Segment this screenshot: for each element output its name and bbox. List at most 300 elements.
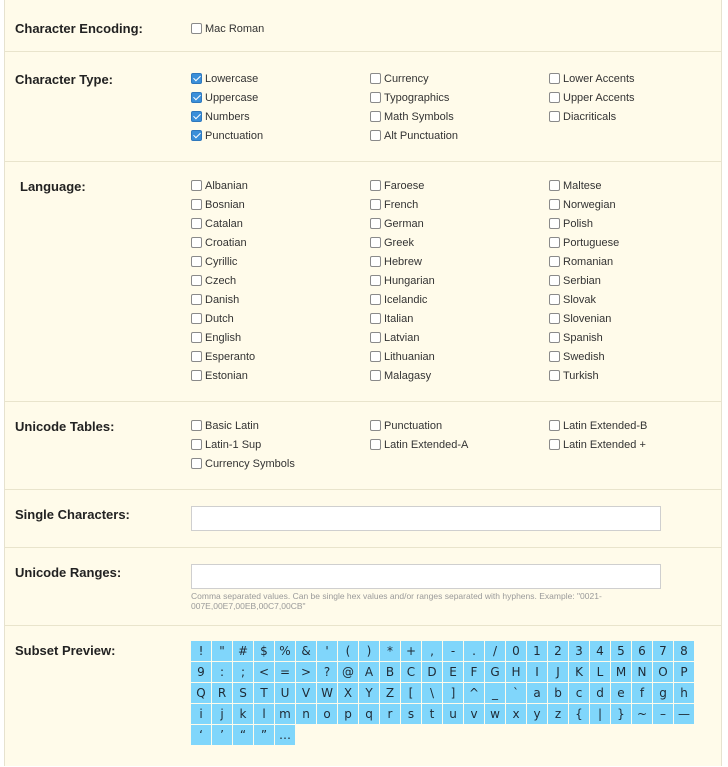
preview-glyph-cell: c bbox=[569, 683, 589, 703]
checkbox[interactable] bbox=[191, 439, 202, 450]
unicode-ranges-input[interactable] bbox=[191, 564, 661, 589]
language-row bbox=[191, 290, 728, 309]
unicode-tables-options bbox=[191, 416, 728, 473]
preview-glyph-cell: Y bbox=[359, 683, 379, 703]
checkbox-label: Maltese bbox=[563, 179, 602, 192]
preview-glyph-cell: C bbox=[401, 662, 421, 682]
preview-glyph-cell: D bbox=[422, 662, 442, 682]
checkbox-label: Czech bbox=[205, 274, 237, 287]
preview-glyph-cell: + bbox=[401, 641, 421, 661]
language-option-portuguese[interactable] bbox=[549, 233, 728, 252]
preview-glyph-cell: & bbox=[296, 641, 316, 661]
preview-glyph-cell: v bbox=[464, 704, 484, 724]
preview-glyph-cell: 2 bbox=[548, 641, 568, 661]
preview-glyph-cell: = bbox=[275, 662, 295, 682]
checkbox[interactable] bbox=[549, 73, 560, 84]
preview-glyph-cell: } bbox=[611, 704, 631, 724]
language-option-slovenian[interactable] bbox=[549, 309, 728, 328]
language-option-faroese[interactable] bbox=[370, 176, 549, 195]
checkbox-label: Turkish bbox=[563, 369, 599, 382]
character-type-options bbox=[191, 69, 728, 145]
checkbox-label: Currency bbox=[384, 72, 429, 85]
single-characters-input[interactable] bbox=[191, 506, 661, 531]
checkbox-label: Lithuanian bbox=[384, 350, 435, 363]
preview-glyph-cell: e bbox=[611, 683, 631, 703]
checkbox-label: Romanian bbox=[563, 255, 614, 268]
preview-glyph-cell: 7 bbox=[653, 641, 673, 661]
checkbox[interactable] bbox=[549, 420, 560, 431]
preview-glyph-cell: M bbox=[611, 662, 631, 682]
preview-glyph-cell: Z bbox=[380, 683, 400, 703]
checkbox[interactable] bbox=[370, 73, 381, 84]
preview-glyph-cell: w bbox=[485, 704, 505, 724]
checkbox-label: Lower Accents bbox=[563, 72, 635, 85]
preview-glyph-cell: b bbox=[548, 683, 568, 703]
language-section bbox=[5, 161, 721, 402]
subset-settings-panel bbox=[4, 0, 722, 766]
checkbox[interactable] bbox=[191, 23, 202, 34]
checkbox-label: Polish bbox=[563, 217, 593, 230]
language-option-croatian[interactable] bbox=[191, 233, 370, 252]
language-row bbox=[191, 366, 728, 385]
preview-glyph-cell: Q bbox=[191, 683, 211, 703]
preview-glyph-cell: S bbox=[233, 683, 253, 703]
checkbox[interactable] bbox=[191, 111, 202, 122]
preview-glyph-cell: / bbox=[485, 641, 505, 661]
checkbox[interactable] bbox=[370, 218, 381, 229]
preview-glyph-cell: “ bbox=[233, 725, 253, 745]
language-option-maltese[interactable] bbox=[549, 176, 728, 195]
preview-glyph-cell: s bbox=[401, 704, 421, 724]
language-option-latvian[interactable] bbox=[370, 328, 549, 347]
checkbox-label: Uppercase bbox=[205, 91, 259, 104]
preview-glyph-cell: 8 bbox=[674, 641, 694, 661]
checkbox-label: Estonian bbox=[205, 369, 248, 382]
preview-glyph-cell: o bbox=[317, 704, 337, 724]
checkbox-label: Hungarian bbox=[384, 274, 435, 287]
checkbox[interactable] bbox=[191, 237, 202, 248]
checkbox-label: Latvian bbox=[384, 331, 420, 344]
character-type-option-punctuation[interactable] bbox=[191, 126, 370, 145]
checkbox-label: Basic Latin bbox=[205, 419, 259, 432]
checkbox-label: Latin-1 Sup bbox=[205, 438, 262, 451]
language-option-turkish[interactable] bbox=[549, 366, 728, 385]
unicode-table-option-basic-latin[interactable] bbox=[191, 416, 370, 435]
preview-glyph-cell: h bbox=[674, 683, 694, 703]
checkbox[interactable] bbox=[549, 294, 560, 305]
checkbox-label: Albanian bbox=[205, 179, 248, 192]
checkbox[interactable] bbox=[549, 180, 560, 191]
preview-glyph-cell: 5 bbox=[611, 641, 631, 661]
checkbox-label: Math Symbols bbox=[384, 110, 454, 123]
checkbox[interactable] bbox=[549, 92, 560, 103]
language-option-romanian[interactable] bbox=[549, 252, 728, 271]
single-characters-label: Single Characters: bbox=[15, 507, 130, 522]
checkbox-label: Danish bbox=[205, 293, 240, 306]
language-option-english[interactable] bbox=[191, 328, 370, 347]
checkbox[interactable] bbox=[549, 439, 560, 450]
language-option-norwegian[interactable] bbox=[549, 195, 728, 214]
character-type-option-currency[interactable] bbox=[370, 69, 549, 88]
checkbox[interactable] bbox=[549, 256, 560, 267]
preview-glyph-cell: . bbox=[464, 641, 484, 661]
preview-row bbox=[191, 725, 695, 746]
checkbox[interactable] bbox=[191, 370, 202, 381]
subset-preview-label: Subset Preview: bbox=[15, 643, 116, 658]
checkbox-label: French bbox=[384, 198, 419, 211]
preview-glyph-cell: y bbox=[527, 704, 547, 724]
checkbox-label: Alt Punctuation bbox=[384, 129, 458, 142]
preview-glyph-cell: * bbox=[380, 641, 400, 661]
preview-glyph-cell: E bbox=[443, 662, 463, 682]
preview-glyph-cell: ( bbox=[338, 641, 358, 661]
language-option-german[interactable] bbox=[370, 214, 549, 233]
character-type-row bbox=[191, 107, 728, 126]
preview-glyph-cell: X bbox=[338, 683, 358, 703]
preview-glyph-cell: , bbox=[422, 641, 442, 661]
language-option-cyrillic[interactable] bbox=[191, 252, 370, 271]
checkbox[interactable] bbox=[549, 370, 560, 381]
unicode-ranges-section bbox=[5, 547, 721, 626]
character-type-option-lowercase[interactable] bbox=[191, 69, 370, 88]
checkbox[interactable] bbox=[370, 420, 381, 431]
preview-glyph-cell: @ bbox=[338, 662, 358, 682]
preview-glyph-cell: T bbox=[254, 683, 274, 703]
checkbox-label: Latin Extended + bbox=[563, 438, 646, 451]
checkbox[interactable] bbox=[191, 199, 202, 210]
preview-glyph-cell: J bbox=[548, 662, 568, 682]
preview-glyph-cell: F bbox=[464, 662, 484, 682]
checkbox[interactable] bbox=[191, 420, 202, 431]
checkbox[interactable] bbox=[191, 256, 202, 267]
unicode-table-option-punctuation[interactable] bbox=[370, 416, 549, 435]
checkbox[interactable] bbox=[191, 218, 202, 229]
preview-row bbox=[191, 662, 695, 683]
preview-glyph-cell: i bbox=[191, 704, 211, 724]
checkbox-label: Numbers bbox=[205, 110, 250, 123]
preview-glyph-cell: d bbox=[590, 683, 610, 703]
unicode-table-row bbox=[191, 435, 728, 454]
preview-glyph-cell: p bbox=[338, 704, 358, 724]
language-option-esperanto[interactable] bbox=[191, 347, 370, 366]
checkbox[interactable] bbox=[370, 275, 381, 286]
language-option-swedish[interactable] bbox=[549, 347, 728, 366]
checkbox-label: Malagasy bbox=[384, 369, 432, 382]
preview-glyph-cell: u bbox=[443, 704, 463, 724]
unicode-ranges-help-text: Comma separated values. Can be single hex values and/or ranges separated with hyphens. Example: "0021-007E,00E7,00EB,00C7,00CB" bbox=[191, 591, 602, 611]
checkbox-label: Typographics bbox=[384, 91, 450, 104]
preview-glyph-cell: 1 bbox=[527, 641, 547, 661]
character-type-option-alt-punctuation[interactable] bbox=[370, 126, 549, 145]
language-option-malagasy[interactable] bbox=[370, 366, 549, 385]
preview-glyph-cell: W bbox=[317, 683, 337, 703]
checkbox-label: Slovak bbox=[563, 293, 597, 306]
preview-glyph-cell: O bbox=[653, 662, 673, 682]
checkbox-label: Cyrillic bbox=[205, 255, 238, 268]
checkbox-label: Icelandic bbox=[384, 293, 428, 306]
checkbox[interactable] bbox=[549, 199, 560, 210]
checkbox[interactable] bbox=[191, 73, 202, 84]
character-type-option-diacriticals[interactable] bbox=[549, 107, 728, 126]
checkbox[interactable] bbox=[191, 275, 202, 286]
preview-glyph-cell: G bbox=[485, 662, 505, 682]
language-row bbox=[191, 309, 728, 328]
checkbox[interactable] bbox=[370, 351, 381, 362]
preview-glyph-cell: 6 bbox=[632, 641, 652, 661]
checkbox[interactable] bbox=[191, 294, 202, 305]
checkbox-label: English bbox=[205, 331, 242, 344]
checkbox-label: Dutch bbox=[205, 312, 234, 325]
unicode-table-option-latin-extended-a[interactable] bbox=[370, 435, 549, 454]
preview-glyph-cell: j bbox=[212, 704, 232, 724]
language-option-albanian[interactable] bbox=[191, 176, 370, 195]
checkbox[interactable] bbox=[191, 92, 202, 103]
single-characters-section bbox=[5, 489, 721, 548]
language-option-catalan[interactable] bbox=[191, 214, 370, 233]
encoding-row bbox=[191, 19, 370, 38]
character-type-option-typographics[interactable] bbox=[370, 88, 549, 107]
preview-row bbox=[191, 641, 695, 662]
character-type-option-lower-accents[interactable] bbox=[549, 69, 728, 88]
preview-glyph-cell: – bbox=[653, 704, 673, 724]
language-option-estonian[interactable] bbox=[191, 366, 370, 385]
preview-glyph-cell: # bbox=[233, 641, 253, 661]
checkbox-label: German bbox=[384, 217, 424, 230]
preview-glyph-cell: _ bbox=[485, 683, 505, 703]
preview-row bbox=[191, 704, 695, 725]
preview-glyph-cell: L bbox=[590, 662, 610, 682]
checkbox[interactable] bbox=[191, 351, 202, 362]
preview-glyph-cell: ` bbox=[506, 683, 526, 703]
preview-glyph-cell: a bbox=[527, 683, 547, 703]
preview-glyph-cell: U bbox=[275, 683, 295, 703]
checkbox[interactable] bbox=[370, 370, 381, 381]
language-option-polish[interactable] bbox=[549, 214, 728, 233]
language-option-bosnian[interactable] bbox=[191, 195, 370, 214]
preview-glyph-cell: $ bbox=[254, 641, 274, 661]
checkbox-label: Portuguese bbox=[563, 236, 620, 249]
checkbox[interactable] bbox=[370, 332, 381, 343]
preview-glyph-cell: V bbox=[296, 683, 316, 703]
checkbox[interactable] bbox=[370, 111, 381, 122]
language-row bbox=[191, 233, 728, 252]
checkbox[interactable] bbox=[370, 439, 381, 450]
checkbox[interactable] bbox=[191, 130, 202, 141]
preview-glyph-cell: z bbox=[548, 704, 568, 724]
preview-glyph-cell: r bbox=[380, 704, 400, 724]
checkbox[interactable] bbox=[370, 180, 381, 191]
preview-glyph-cell: 3 bbox=[569, 641, 589, 661]
language-row bbox=[191, 347, 728, 366]
unicode-ranges-label: Unicode Ranges: bbox=[15, 565, 122, 580]
checkbox-label: Faroese bbox=[384, 179, 425, 192]
character-type-option-math-symbols[interactable] bbox=[370, 107, 549, 126]
language-row bbox=[191, 195, 728, 214]
checkbox-label: Hebrew bbox=[384, 255, 422, 268]
encoding-option-mac-roman[interactable] bbox=[191, 19, 370, 38]
character-type-label: Character Type: bbox=[15, 72, 114, 87]
language-option-hebrew[interactable] bbox=[370, 252, 549, 271]
preview-glyph-cell: ? bbox=[317, 662, 337, 682]
preview-glyph-cell: % bbox=[275, 641, 295, 661]
checkbox[interactable] bbox=[191, 313, 202, 324]
preview-glyph-cell: ‘ bbox=[191, 725, 211, 745]
preview-glyph-cell: f bbox=[632, 683, 652, 703]
language-option-italian[interactable] bbox=[370, 309, 549, 328]
checkbox[interactable] bbox=[370, 313, 381, 324]
checkbox-label: Punctuation bbox=[205, 129, 264, 142]
preview-glyph-cell: A bbox=[359, 662, 379, 682]
preview-glyph-cell: m bbox=[275, 704, 295, 724]
checkbox-label: Norwegian bbox=[563, 198, 616, 211]
checkbox[interactable] bbox=[370, 130, 381, 141]
preview-glyph-cell: R bbox=[212, 683, 232, 703]
preview-glyph-cell: 0 bbox=[506, 641, 526, 661]
preview-glyph-cell: H bbox=[506, 662, 526, 682]
language-option-slovak[interactable] bbox=[549, 290, 728, 309]
checkbox[interactable] bbox=[549, 237, 560, 248]
preview-glyph-cell: ^ bbox=[464, 683, 484, 703]
preview-glyph-cell: K bbox=[569, 662, 589, 682]
checkbox-label: Esperanto bbox=[205, 350, 256, 363]
language-option-lithuanian[interactable] bbox=[370, 347, 549, 366]
language-option-icelandic[interactable] bbox=[370, 290, 549, 309]
checkbox[interactable] bbox=[549, 111, 560, 122]
preview-glyph-cell: ' bbox=[317, 641, 337, 661]
preview-glyph-cell: ~ bbox=[632, 704, 652, 724]
subset-preview-grid bbox=[191, 641, 695, 746]
preview-glyph-cell: l bbox=[254, 704, 274, 724]
language-option-dutch[interactable] bbox=[191, 309, 370, 328]
preview-glyph-cell: ’ bbox=[212, 725, 232, 745]
unicode-table-option-latin-extended-b[interactable] bbox=[549, 416, 728, 435]
checkbox-label: Slovenian bbox=[563, 312, 612, 325]
unicode-table-option-latin-extended[interactable] bbox=[549, 435, 728, 454]
preview-glyph-cell: < bbox=[254, 662, 274, 682]
preview-glyph-cell: x bbox=[506, 704, 526, 724]
preview-glyph-cell: ; bbox=[233, 662, 253, 682]
checkbox[interactable] bbox=[370, 294, 381, 305]
checkbox-label: Latin Extended-A bbox=[384, 438, 469, 451]
preview-row bbox=[191, 683, 695, 704]
language-option-greek[interactable] bbox=[370, 233, 549, 252]
preview-glyph-cell: - bbox=[443, 641, 463, 661]
character-type-section bbox=[5, 51, 721, 162]
language-options bbox=[191, 176, 728, 385]
checkbox[interactable] bbox=[191, 180, 202, 191]
preview-glyph-cell: ) bbox=[359, 641, 379, 661]
checkbox-label: Italian bbox=[384, 312, 414, 325]
preview-glyph-cell: ! bbox=[191, 641, 211, 661]
checkbox-label: Currency Symbols bbox=[205, 457, 295, 470]
checkbox[interactable] bbox=[549, 275, 560, 286]
preview-glyph-cell: t bbox=[422, 704, 442, 724]
checkbox[interactable] bbox=[549, 332, 560, 343]
preview-glyph-cell: P bbox=[674, 662, 694, 682]
preview-glyph-cell: — bbox=[674, 704, 694, 724]
language-option-hungarian[interactable] bbox=[370, 271, 549, 290]
preview-glyph-cell: : bbox=[212, 662, 232, 682]
preview-glyph-cell: g bbox=[653, 683, 673, 703]
character-type-option-uppercase[interactable] bbox=[191, 88, 370, 107]
unicode-table-option-currency-symbols[interactable] bbox=[191, 454, 370, 473]
checkbox-label: Catalan bbox=[205, 217, 243, 230]
preview-glyph-cell: B bbox=[380, 662, 400, 682]
preview-glyph-cell: [ bbox=[401, 683, 421, 703]
preview-glyph-cell: " bbox=[212, 641, 232, 661]
preview-glyph-cell: \ bbox=[422, 683, 442, 703]
character-encoding-label: Character Encoding: bbox=[15, 21, 143, 36]
language-option-french[interactable] bbox=[370, 195, 549, 214]
preview-glyph-cell: > bbox=[296, 662, 316, 682]
checkbox-label: Swedish bbox=[563, 350, 605, 363]
checkbox[interactable] bbox=[191, 458, 202, 469]
checkbox-label: Croatian bbox=[205, 236, 247, 249]
preview-glyph-cell: k bbox=[233, 704, 253, 724]
language-row bbox=[191, 328, 728, 347]
checkbox-label: Spanish bbox=[563, 331, 603, 344]
language-label: Language: bbox=[20, 179, 86, 194]
language-row bbox=[191, 252, 728, 271]
language-option-czech[interactable] bbox=[191, 271, 370, 290]
preview-glyph-cell: … bbox=[275, 725, 295, 745]
character-type-row bbox=[191, 69, 728, 88]
preview-glyph-cell: | bbox=[590, 704, 610, 724]
unicode-tables-section bbox=[5, 401, 721, 490]
unicode-table-row bbox=[191, 454, 728, 473]
language-row bbox=[191, 176, 728, 195]
preview-glyph-cell: ] bbox=[443, 683, 463, 703]
character-type-option-numbers[interactable] bbox=[191, 107, 370, 126]
checkbox-label: Latin Extended-B bbox=[563, 419, 648, 432]
character-encoding-section bbox=[5, 0, 721, 52]
unicode-table-row bbox=[191, 416, 728, 435]
checkbox[interactable] bbox=[370, 199, 381, 210]
unicode-table-option-latin-1-sup[interactable] bbox=[191, 435, 370, 454]
checkbox[interactable] bbox=[549, 218, 560, 229]
checkbox-label: Bosnian bbox=[205, 198, 245, 211]
character-type-option-upper-accents[interactable] bbox=[549, 88, 728, 107]
checkbox-label: Lowercase bbox=[205, 72, 259, 85]
language-option-danish[interactable] bbox=[191, 290, 370, 309]
preview-glyph-cell: ” bbox=[254, 725, 274, 745]
checkbox[interactable] bbox=[370, 92, 381, 103]
unicode-tables-label: Unicode Tables: bbox=[15, 419, 115, 434]
character-type-row bbox=[191, 126, 728, 145]
checkbox-label: Punctuation bbox=[384, 419, 443, 432]
preview-glyph-cell: { bbox=[569, 704, 589, 724]
checkbox[interactable] bbox=[370, 237, 381, 248]
checkbox-label: Mac Roman bbox=[205, 22, 265, 35]
language-option-spanish[interactable] bbox=[549, 328, 728, 347]
character-encoding-options bbox=[191, 19, 370, 38]
preview-glyph-cell: 4 bbox=[590, 641, 610, 661]
character-type-row bbox=[191, 88, 728, 107]
checkbox[interactable] bbox=[370, 256, 381, 267]
preview-glyph-cell: I bbox=[527, 662, 547, 682]
checkbox[interactable] bbox=[549, 313, 560, 324]
preview-glyph-cell: N bbox=[632, 662, 652, 682]
checkbox-label: Diacriticals bbox=[563, 110, 617, 123]
language-row bbox=[191, 271, 728, 290]
language-option-serbian[interactable] bbox=[549, 271, 728, 290]
checkbox[interactable] bbox=[191, 332, 202, 343]
checkbox[interactable] bbox=[549, 351, 560, 362]
checkbox-label: Greek bbox=[384, 236, 414, 249]
checkbox-label: Serbian bbox=[563, 274, 601, 287]
checkbox-label: Upper Accents bbox=[563, 91, 635, 104]
language-row bbox=[191, 214, 728, 233]
